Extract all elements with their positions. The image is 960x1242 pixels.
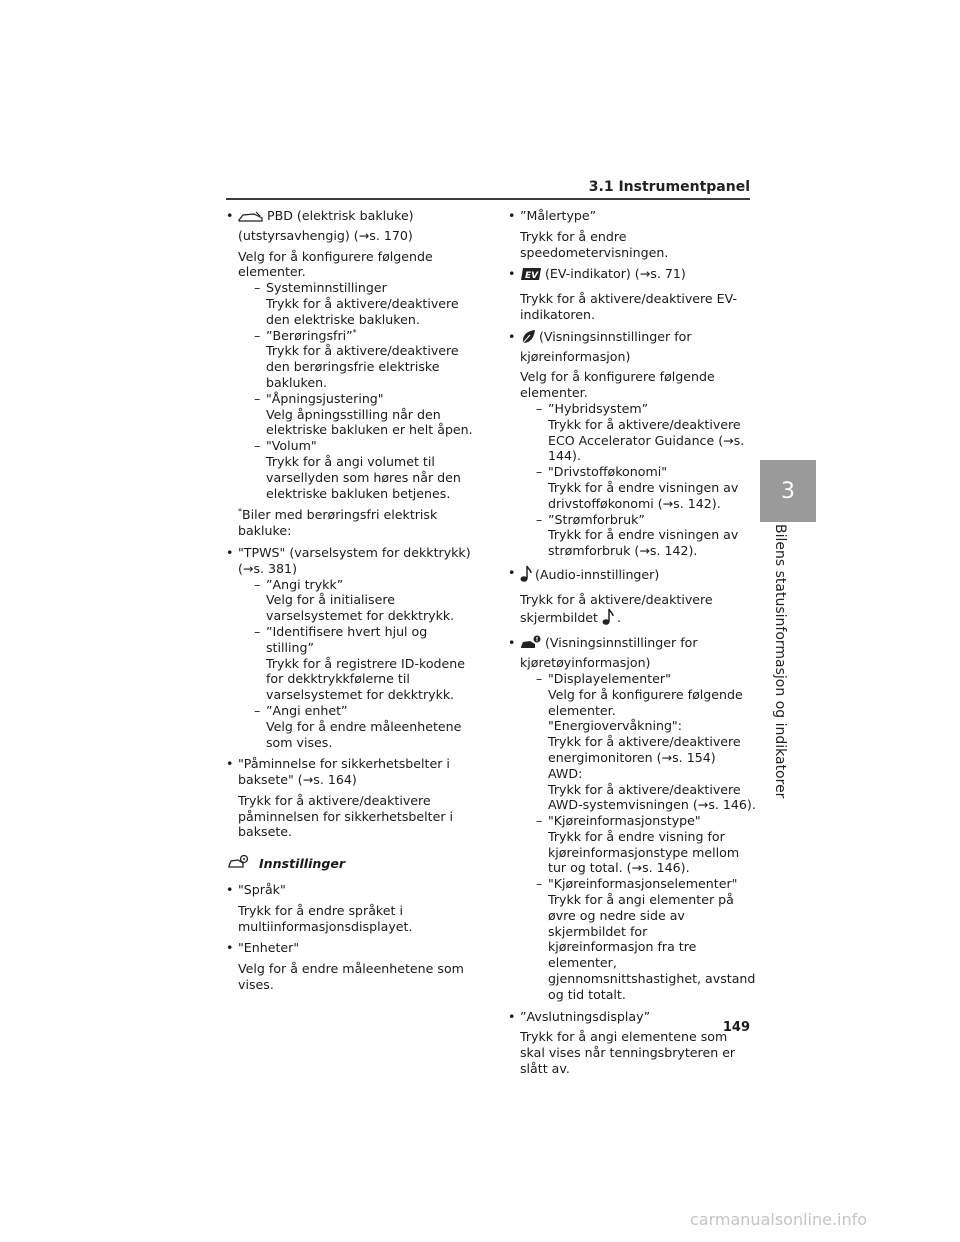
list-item-pbd: • PBD (elektrisk bakluke) (utstyrsavhengig) (→s. 170) Velg for å konfigurere følgende elementer. – Systeminnstillinger Trykk for å aktivere/deaktivere den elektriske bakluken. – ”Berøringsfri”* Trykk for å aktivere/deaktivere den berøringsfrie elektriske bakluken. – "Åpningsjustering" Velg åpningsstilling når den elektriske bakluken er helt åpen. – "Volum" Trykk for å angi volumet til varsellyden som høres når den elektriske bakluken betjenes. <box>226 208 476 501</box>
pbd-intro: Velg for å konfigurere følgende elementer. <box>238 248 433 280</box>
tpws-sub-0: – ”Angi trykk” Velg for å initialisere varselsystemet for dekktrykk. <box>254 576 455 624</box>
seatbelt-label: "Påminnelse for sikkerhetsbelter i baksete" (→s. 164) <box>238 756 450 788</box>
pbd-sub-2: – "Åpningsjustering" Velg åpningsstilling når den elektriske bakluken er helt åpen. <box>254 390 473 438</box>
vehicle-sub-2: – "Kjøreinformasjonselementer" Trykk for å angi elementer på øvre og nedre side av skjermbildet for kjøreinformasjon fra tre elementer, gjennomsnittshastighet, avstand og tid totalt. <box>536 876 756 1002</box>
list-item-language: • "Språk" Trykk for å endre språket i multiinformasjonsdisplayet. <box>226 882 413 934</box>
list-item-drive: • (Visningsinnstillinger for kjøreinformasjon) Velg for å konfigurere følgende elementer. – ”Hybridsystem” Trykk for å aktivere/deaktivere ECO Accelerator Guidance (→s. 144). – "Drivstofføkonomi" Trykk for å endre visningen av drivstofføkonomi (→s. 142). – ”Strømforbruk” Trykk for å endre visningen av strømforbruk (→s. 142). <box>508 329 756 559</box>
svg-text:EV: EV <box>525 271 539 282</box>
vehicle-sub-0: – "Displayelementer" Velg for å konfigurere følgende elementer. "Energiovervåkning": Trykk for å aktivere/deaktivere energimonitoren (→s. 154) AWD: Trykk for å aktivere/deaktivere AWD-systemvisningen (→s. 146). <box>536 670 756 813</box>
car-tailgate-icon <box>238 210 264 228</box>
ev-indicator-icon <box>520 266 542 286</box>
music-note-icon <box>520 565 532 587</box>
list-item-meter: • ”Målertype” Trykk for å endre speedometervisningen. <box>508 208 669 260</box>
tpws-sub-1: – ”Identifisere hvert hjul og stilling” Trykk for å registrere ID-kodene for dekktrykkfølerne til varselsystemet for dekktrykk. <box>254 623 466 703</box>
pbd-sub-3: – "Volum" Trykk for å angi volumet til varsellyden som høres når den elektriske bakluken betjenes. <box>254 438 461 501</box>
list-item-units: • "Enheter" Velg for å endre måleenhetene som vises. <box>226 940 464 993</box>
section-header <box>226 176 750 200</box>
list-item-ev: • EV (EV-indikator) (→s. 71) Trykk for å aktivere/deaktivere EV-indikatoren. <box>508 266 738 322</box>
tpws-label: "TPWS" (varselsystem for dekktrykk) (→s. 381) <box>238 544 471 576</box>
seatbelt-desc: Trykk for å aktivere/deaktivere påminnelsen for sikkerhetsbelter i baksete. <box>238 792 454 840</box>
section-title: 3.1 Instrumentpanel <box>588 179 750 195</box>
list-item-tpws: • "TPWS" (varselsystem for dekktrykk) (→s. 381) – ”Angi trykk” Velg for å initialisere varselsystemet for dekktrykk. – ”Identifisere hvert hjul og stilling” Trykk for å registrere ID-kodene for dekktrykkfølerne til varselsystemet for dekktrykk. – ”Angi enhet” Velg for å endre måleenhetene som vises. <box>226 545 476 750</box>
music-note-icon <box>602 608 614 630</box>
watermark: carmanualsonline.info <box>690 1210 868 1229</box>
list-item-audio: • (Audio-innstillinger) Trykk for å aktivere/deaktivere skjermbildet . <box>508 565 756 629</box>
list-item-seatbelt: • "Påminnelse for sikkerhetsbelter i baksete" (→s. 164) Trykk for å aktivere/deaktivere påminnelsen for sikkerhetsbelter i baksete. <box>226 756 476 840</box>
tpws-sub-2: – ”Angi enhet” Velg for å endre måleenhetene som vises. <box>254 702 462 750</box>
leaf-icon <box>520 329 536 349</box>
pbd-sub-1: – ”Berøringsfri”* Trykk for å aktivere/deaktivere den berøringsfrie elektriske bakluken. <box>254 327 459 390</box>
vehicle-sub-1: – "Kjøreinformasjonstype" Trykk for å endre visning for kjøreinformasjonstype mellom tur og total. (→s. 146). <box>536 813 740 876</box>
drive-sub-1: – "Drivstofføkonomi" Trykk for å endre visningen av drivstofføkonomi (→s. 142). <box>536 464 739 511</box>
pbd-sub-0: – Systeminnstillinger Trykk for å aktivere/deaktivere den elektriske bakluken. <box>254 280 459 327</box>
drive-sub-2: – ”Strømforbruk” Trykk for å endre visningen av strømforbruk (→s. 142). <box>536 511 739 559</box>
footnote: *Biler med berøringsfri elektrisk bakluke: <box>238 507 438 539</box>
list-item-vehicle: • (Visningsinnstillinger for kjøretøyinformasjon) – "Displayelementer" Velg for å konfigurere følgende elementer. "Energiovervåkning": Trykk for å aktivere/deaktivere energimonitoren (→s. 154) AWD: Trykk for å aktivere/deaktivere AWD-systemvisningen (→s. 146). – "Kjøreinformasjonstype" Trykk for å endre visning for kjøreinformasjonstype mellom tur og total. (→s. 146). – "Kjøreinformasjonselementer" Trykk for å angi elementer på øvre og nedre side av skjermbildet for kjøreinformasjon fra tre elementer, gjennomsnittshastighet, avstand og tid totalt. <box>508 635 756 1002</box>
right-column <box>508 208 756 1083</box>
chapter-tab: 3 <box>760 460 816 522</box>
pbd-label: PBD (elektrisk bakluke) (utstyrsavhengig) (→s. 170) <box>238 208 414 243</box>
page-number: 149 <box>722 1020 750 1035</box>
drive-sub-0: – ”Hybridsystem” Trykk for å aktivere/deaktivere ECO Accelerator Guidance (→s. 144). <box>536 400 745 464</box>
chapter-title: Bilens statusinformasjon og indikatorer <box>772 524 788 799</box>
list-item-shutdown: • ”Avslutningsdisplay” Trykk for å angi elementene som skal vises når tenningsbryteren er slått av. <box>508 1008 736 1077</box>
car-info-icon <box>520 635 542 655</box>
car-gear-icon <box>228 854 250 874</box>
settings-heading: Innstillinger <box>226 854 476 874</box>
left-column <box>226 208 476 999</box>
